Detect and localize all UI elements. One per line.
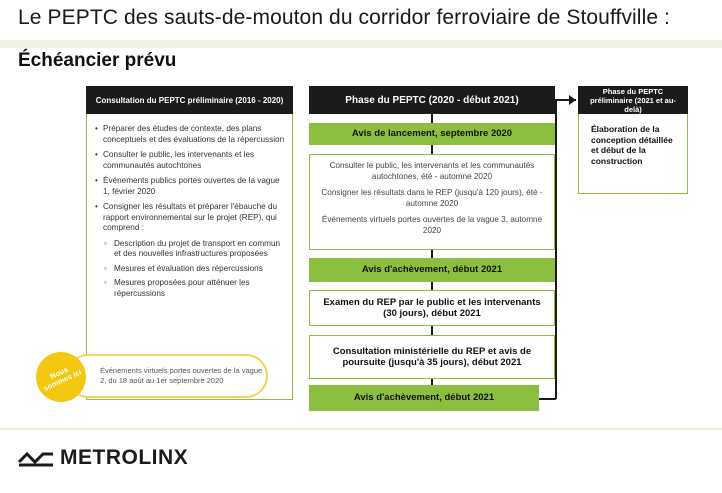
right-column-header: Phase du PEPTC préliminaire (2021 et au-delà): [578, 86, 688, 114]
bullet-icon: •: [95, 176, 98, 185]
list-item: [95, 124, 286, 145]
sub-list-item-text: Mesures proposées pour atténuer les répercussions: [114, 278, 250, 298]
middle-column-header: Phase du PEPTC (2020 - début 2021): [309, 86, 555, 114]
list-item: [95, 176, 286, 197]
list-item: [95, 150, 286, 171]
list-item-text: Consigner les résultats et préparer l'ébauche du rapport environnemental sur le projet (REP), qui comprend :: [103, 202, 278, 232]
section-title: Échéancier prévu: [18, 50, 177, 71]
sub-list-item: [95, 264, 286, 275]
sub-list-item: [95, 278, 286, 299]
bullet-icon: •: [95, 202, 98, 211]
sub-list-item-text: Description du projet de transport en commun et des nouvelles infrastructures proposées: [114, 238, 281, 258]
top-divider: [0, 40, 722, 48]
list-item-text: Consulter le public, les intervenants et les communautés autochtones: [103, 150, 255, 170]
bracket-line: [539, 398, 556, 400]
right-column-body: Élaboration de la conception détaillée et début de la construction: [578, 114, 688, 194]
sub-list-item-text: Mesures et évaluation des répercussions: [114, 263, 263, 273]
square-bullet-icon: ▫: [104, 263, 107, 273]
step-final-completion-notice: Avis d'achèvement, début 2021: [309, 385, 539, 411]
list-item-text: Préparer des études de contexte, des plans conceptuels et des évaluations de la répercussion: [103, 124, 285, 144]
sub-list-item: [95, 239, 286, 260]
bullet-icon: •: [95, 124, 98, 133]
square-bullet-icon: ▫: [104, 278, 107, 287]
step-launch-notice: Avis de lancement, septembre 2020: [309, 123, 555, 145]
bracket-line: [555, 99, 557, 399]
square-bullet-icon: ▫: [104, 238, 107, 248]
logo-text: METROLINX: [60, 446, 189, 469]
slide-title: Le PEPTC des sauts-de-mouton du corridor ferroviaire de Stouffville :: [18, 6, 670, 29]
step-consultation-line: Consulter le public, les intervenants et les communautés autochtones, été - automne 2020: [329, 161, 535, 181]
bullet-icon: •: [95, 150, 98, 159]
step-ministerial-consultation: Consultation ministérielle du REP et avis de poursuite (jusqu'à 35 jours), début 2021: [309, 335, 555, 379]
step-rep-review: Examen du REP par le public et les intervenants (30 jours), début 2021: [309, 290, 555, 326]
list-item: [95, 202, 286, 234]
left-column-header: Consultation du PEPTC préliminaire (2016 - 2020): [86, 86, 293, 114]
step-completion-notice: Avis d'achèvement, début 2021: [309, 258, 555, 282]
list-item-text: Événements publics portes ouvertes de la vague 1, février 2020: [103, 176, 280, 196]
step-consultation-line: Événements virtuels portes ouvertes de la vague 3, automne 2020: [321, 215, 543, 235]
bottom-divider: [0, 428, 722, 430]
arrow-right-icon: [569, 95, 576, 105]
step-consultation: [309, 154, 555, 250]
step-consultation-line: Consigner les résultats dans le REP (jusqu'à 120 jours), été - automne 2020: [321, 188, 543, 208]
you-are-here-badge: Nous sommes ici: [28, 344, 94, 410]
metrolinx-logo-icon: [18, 449, 54, 467]
metrolinx-logo: [18, 446, 188, 470]
current-stage-text: Événements virtuels portes ouvertes de la vague 2, du 18 août au 1er septembre 2020: [100, 366, 263, 385]
